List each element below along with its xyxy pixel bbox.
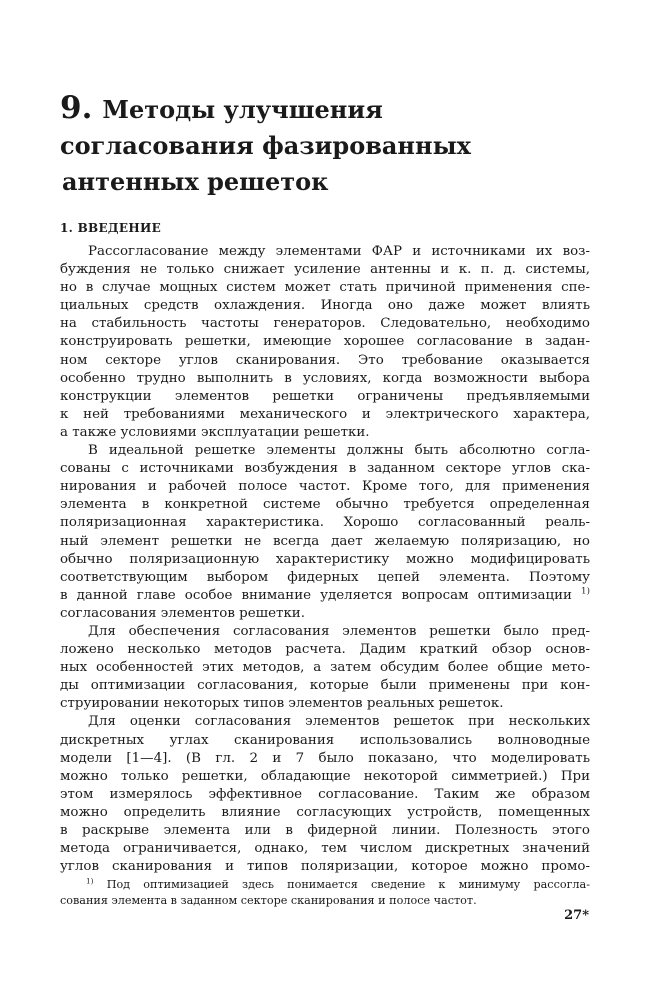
body-line: Для оценки согласования элементов решеток при нескольких [88,714,590,730]
footnote-reference: 1) [581,586,590,597]
body-line: ды оптимизации согласования, которые были применены при кон- [60,678,590,694]
footnote-text: Под оптимизацией здесь понимается сведение к минимуму рассогла- [106,878,590,891]
body-line: ный элемент решетки не всегда дает желаемую поляризацию, но [60,533,590,549]
body-line: циальных средств охлаждения. Иногда оно даже может влиять [60,298,590,314]
body-line: ных особенностей этих методов, а затем обсудим более общие мето- [60,660,590,676]
body-line: В идеальной решетке элементы должны быть абсолютно согла- [88,443,590,459]
body-line: к ней требованиями механического и электрического характера, [60,406,590,422]
body-line: поляризационная характеристика. Хорошо согласованный реаль- [60,515,590,531]
body-text [60,243,590,876]
body-line: Для обеспечения согласования элементов решетки было пред- [88,623,590,639]
body-line: углов сканирования и типов поляризации, которое можно промо- [60,859,590,875]
body-line: этом измерялось эффективное согласование. Таким же образом [60,786,590,802]
body-line: а также условиями эксплуатации решетки. [60,424,370,440]
chapter-title [60,90,560,200]
body-line: буждения не только снижает усиление антенны и к. п. д. системы, [60,262,590,278]
body-line: согласования элементов решетки. [60,605,305,621]
body-line-with-footnote [60,587,590,605]
body-line: но в случае мощных систем может стать причиной применения спе- [60,280,590,296]
body-line: можно только решетки, обладающие некоторой симметрией.) При [60,768,590,784]
body-line: ном секторе углов сканирования. Это требование оказывается [60,352,590,368]
chapter-title-line-1 [60,90,560,128]
chapter-title-line-3: антенных решеток [62,167,329,196]
body-line: нирования и рабочей полосе частот. Кроме того, для применения [60,479,590,495]
body-line: в раскрыве элемента или в фидерной линии. Полезность этого [60,823,590,838]
body-line: сованы с источниками возбуждения в заданном секторе углов ска- [60,461,590,477]
body-line: ложено несколько методов расчета. Дадим краткий обзор основ- [60,642,590,658]
body-line: соответствующим выбором фидерных цепей элемента. Поэтому [60,569,590,585]
body-line: модели [1—4]. (В гл. 2 и 7 было показано, что моделировать [60,750,590,766]
body-line: конструкции элементов решетки ограничены предъявляемыми [60,388,590,404]
chapter-title-line-2: согласования фазированных [60,131,471,160]
body-line: метода ограничивается, однако, тем числом дискретных значений [60,841,590,857]
footnote [60,877,590,909]
body-line-text: в данной главе особое внимание уделяется вопросам оптимизации [60,587,572,603]
body-line: можно определить влияние согласующих устройств, помещенных [60,804,590,820]
body-line: Рассогласование между элементами ФАР и источниками их воз- [88,244,590,259]
footnote-line: сования элемента в заданном секторе сканирования и полосе частот. [60,894,477,907]
page-number: 27* [564,908,589,923]
body-line: особенно трудно выполнить в условиях, когда возможности выбора [60,370,590,386]
footnote-marker: 1) [86,877,94,886]
body-line: струировании некоторых типов элементов реальных решеток. [60,696,504,712]
chapter-title-text-1: Методы улучшения [102,95,383,124]
footnote-line [60,877,590,893]
body-line: элемента в конкретной системе обычно требуется определенная [60,497,590,513]
body-line: дискретных углах сканирования использовались волноводные [60,732,590,748]
body-line: конструировать решетки, имеющие хорошее согласование в задан- [60,334,590,350]
body-line: на стабильность частоты генераторов. Следовательно, необходимо [60,316,590,332]
body-line: обычно поляризационную характеристику можно модифицировать [60,551,590,567]
chapter-number: 9. [60,90,93,126]
section-heading: 1. ВВЕДЕНИЕ [60,221,162,235]
